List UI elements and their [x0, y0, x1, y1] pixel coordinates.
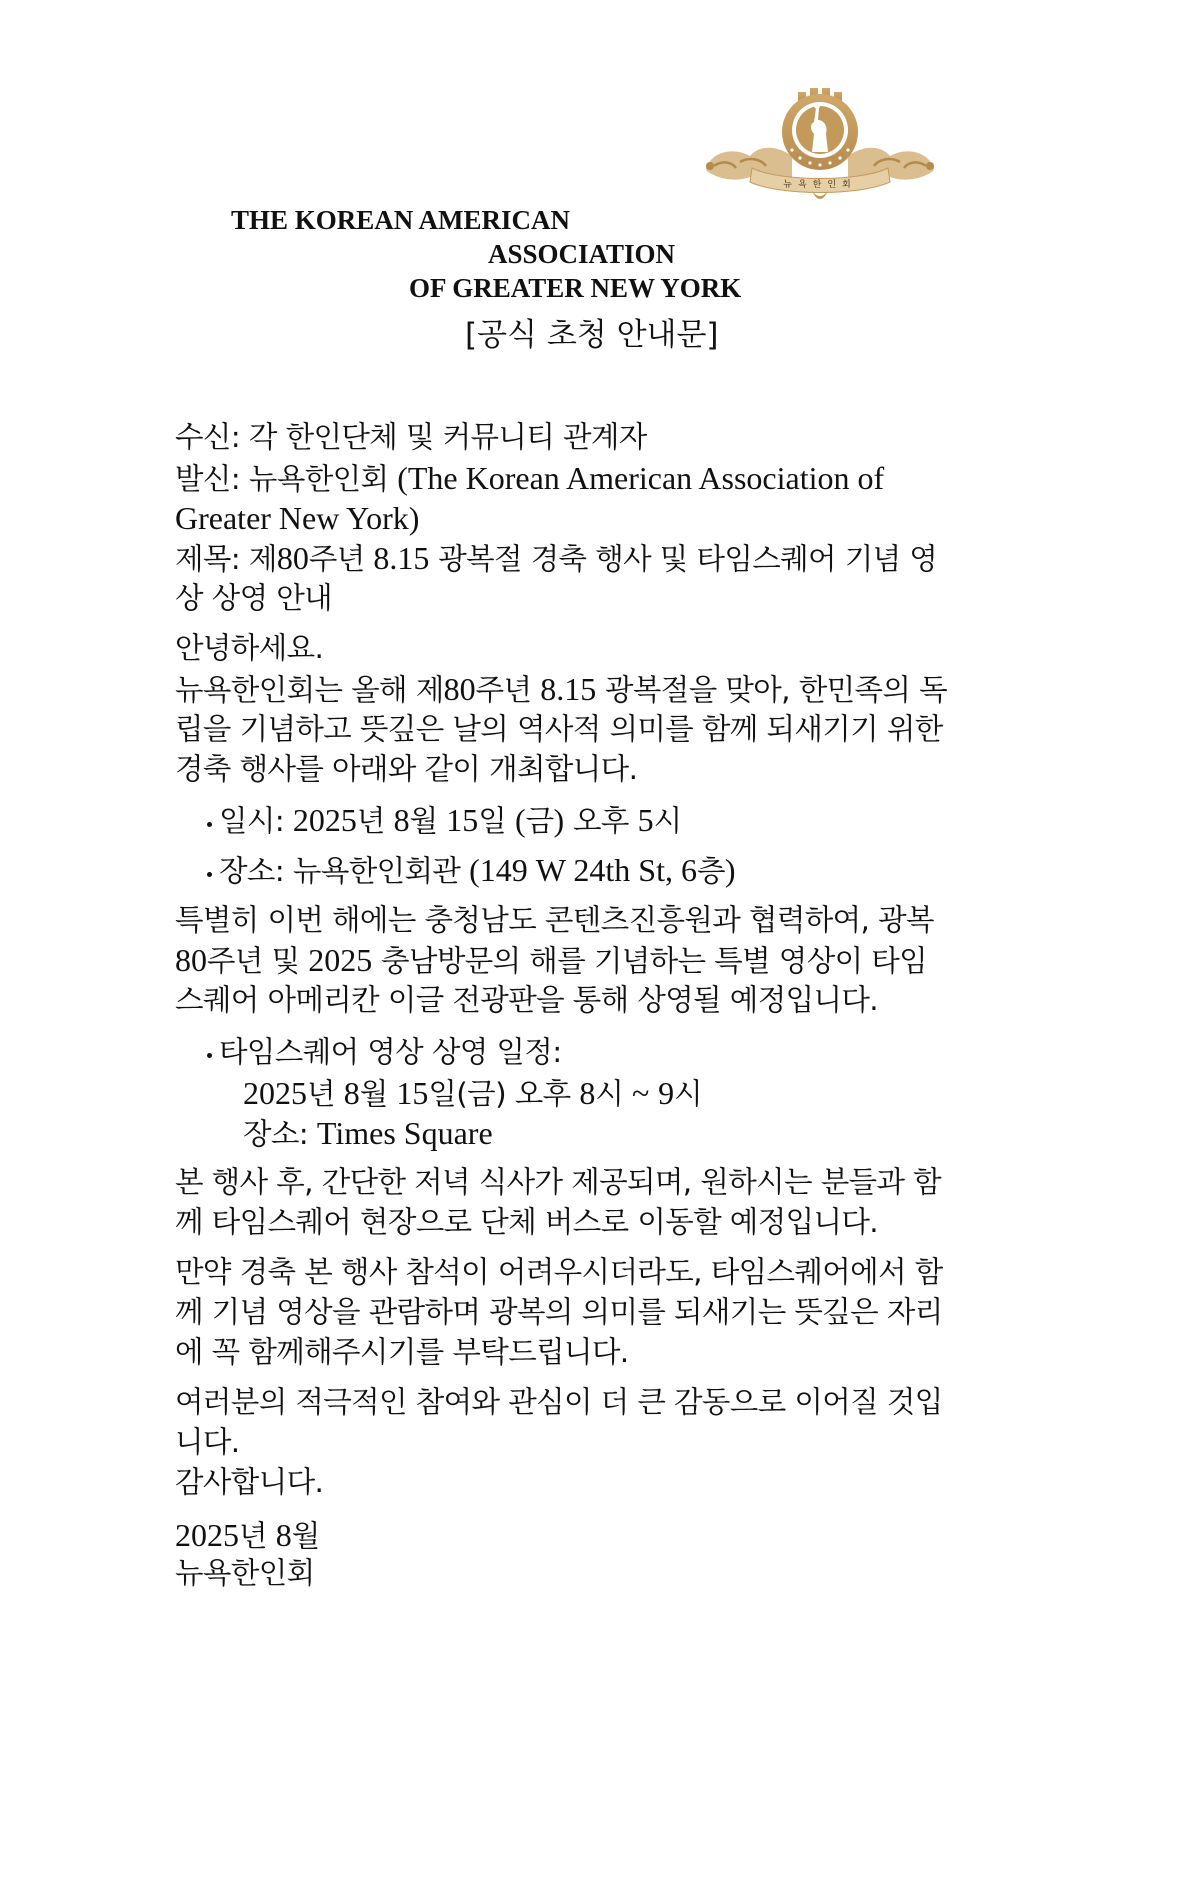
special-line-3: 스퀘어 아메리칸 이글 전광판을 통해 상영될 예정입니다.	[175, 983, 879, 1017]
event-venue-addr-close: )	[724, 852, 736, 888]
subject-line	[175, 538, 937, 579]
event-venue-addr: (149 W 24th St, 6	[469, 852, 697, 888]
closing-line-2: 니다.	[175, 1425, 240, 1459]
ts-end-unit: 시	[674, 1077, 703, 1111]
sender-value-en-cont: Greater New York)	[175, 500, 420, 536]
ts-venue-value: Times Square	[316, 1115, 493, 1151]
bullet-icon	[207, 1053, 212, 1058]
signature-org: 뉴욕한인회	[175, 1556, 315, 1590]
subject-num: 80	[276, 540, 309, 576]
invite-line-3: 에 꼭 함께해주시기를 부탁드립니다.	[175, 1335, 629, 1369]
event-day: 15	[446, 802, 479, 838]
ts-schedule-time	[243, 1073, 702, 1114]
association-emblem-logo	[700, 86, 940, 204]
ts-day: 15	[396, 1075, 429, 1111]
ts-year: 2025	[243, 1075, 307, 1111]
ribbon-text: 뉴욕한인회	[783, 180, 857, 190]
ts-ampm: 오후	[514, 1077, 571, 1111]
subject-date: 8.15	[373, 540, 430, 576]
event-year: 2025	[292, 802, 357, 838]
sig-year-unit: 년	[239, 1519, 267, 1553]
sender-line	[175, 458, 884, 499]
event-day-unit: 일	[478, 804, 507, 838]
sender-value-en: (The Korean American Association of	[397, 460, 885, 496]
ts-schedule-label: 타임스퀘어 영상 상영 일정:	[219, 1035, 562, 1069]
event-hour: 5	[637, 802, 654, 838]
event-date-item	[207, 800, 681, 841]
special-num: 80	[175, 942, 207, 978]
bullet-icon	[207, 872, 212, 877]
closing-line-1: 여러분의 적극적인 참여와 관심이 더 큰 감동으로 이어질 것입	[175, 1385, 943, 1419]
org-name-line1: THE KOREAN AMERICAN	[231, 205, 571, 235]
event-month: 8	[393, 802, 410, 838]
sig-month-unit: 월	[291, 1519, 320, 1553]
intro-a: 뉴욕한인회는 올해 제	[175, 673, 444, 707]
event-venue-name: 뉴욕한인회관	[292, 854, 461, 888]
subject-label: 제목:	[175, 542, 241, 576]
subject-text-c: 광복절 경축 행사 및 타임스퀘어 기념 영	[438, 542, 938, 576]
intro-num: 80	[443, 671, 476, 707]
event-paren-close: )	[553, 802, 565, 838]
intro-line-1	[175, 669, 947, 710]
ts-year-unit: 년	[307, 1077, 335, 1111]
bullet-icon	[207, 822, 212, 827]
invite-line-1: 만약 경축 본 행사 참석이 어려우시더라도, 타임스퀘어에서 함	[175, 1255, 943, 1289]
ts-month: 8	[343, 1075, 360, 1111]
special-b: 충남방문의 해를 기념하는 특별 영상이 타임	[381, 944, 928, 978]
event-month-unit: 월	[409, 804, 438, 838]
sender-value-ko: 뉴욕한인회	[248, 462, 389, 496]
sender-line-cont	[175, 498, 419, 539]
event-ampm: 오후	[572, 804, 629, 838]
ts-venue	[243, 1113, 493, 1154]
signature-date	[175, 1515, 320, 1556]
special-line-1: 특별히 이번 해에는 충청남도 콘텐츠진흥원과 협력하여, 광복	[175, 903, 934, 937]
subject-text-a: 제	[248, 542, 277, 576]
sig-month: 8	[275, 1517, 292, 1553]
thanks: 감사합니다.	[175, 1465, 324, 1499]
document-subtitle: [공식 초청 안내문]	[465, 317, 719, 353]
invite-line-2: 께 기념 영상을 관람하며 광복의 의미를 되새기는 뜻깊은 자리	[175, 1295, 943, 1329]
event-venue-item	[207, 850, 736, 891]
ts-start-hour: 8	[579, 1075, 596, 1111]
ts-end-hour: 9	[658, 1075, 675, 1111]
event-weekday: 금	[525, 804, 554, 838]
special-line-2	[175, 940, 927, 981]
ts-venue-label: 장소:	[243, 1117, 309, 1151]
event-venue-floor: 층	[696, 854, 725, 888]
event-hour-unit: 시	[653, 804, 682, 838]
ts-start-unit: 시	[595, 1077, 624, 1111]
intro-c: 광복절을 맞아, 한민족의 독	[605, 673, 947, 707]
recipient-value: 각 한인단체 및 커뮤니티 관계자	[248, 420, 647, 454]
intro-date: 8.15	[540, 671, 597, 707]
intro-line-3: 경축 행사를 아래와 같이 개최합니다.	[175, 752, 638, 786]
greeting: 안녕하세요.	[175, 631, 324, 665]
org-name-line2: ASSOCIATION	[488, 239, 676, 269]
subject-text-b: 주년	[308, 542, 365, 576]
intro-line-2: 립을 기념하고 뜻깊은 날의 역사적 의미를 함께 되새기기 위한	[175, 712, 943, 746]
special-year: 2025	[308, 942, 373, 978]
recipient-line	[175, 417, 647, 457]
event-paren-open: (	[514, 802, 526, 838]
after-line-1: 본 행사 후, 간단한 저녁 식사가 제공되며, 원하시는 분들과 함	[175, 1165, 942, 1199]
event-date-label: 일시:	[219, 804, 285, 838]
event-venue-label: 장소:	[219, 854, 285, 888]
sig-year: 2025	[175, 1517, 239, 1553]
recipient-label: 수신:	[175, 420, 241, 454]
ts-day-unit: 일(금)	[428, 1077, 506, 1111]
intro-b: 주년	[475, 673, 532, 707]
org-name-line3: OF GREATER NEW YORK	[409, 273, 742, 303]
sender-label: 발신:	[175, 462, 241, 496]
ts-schedule-item	[207, 1032, 562, 1072]
event-year-unit: 년	[356, 804, 385, 838]
ts-tilde: ~	[632, 1075, 650, 1111]
subject-line-cont: 상 상영 안내	[175, 581, 333, 615]
after-line-2: 께 타임스퀘어 현장으로 단체 버스로 이동할 예정입니다.	[175, 1205, 879, 1239]
special-a: 주년 및	[207, 944, 300, 978]
ts-month-unit: 월	[359, 1077, 388, 1111]
